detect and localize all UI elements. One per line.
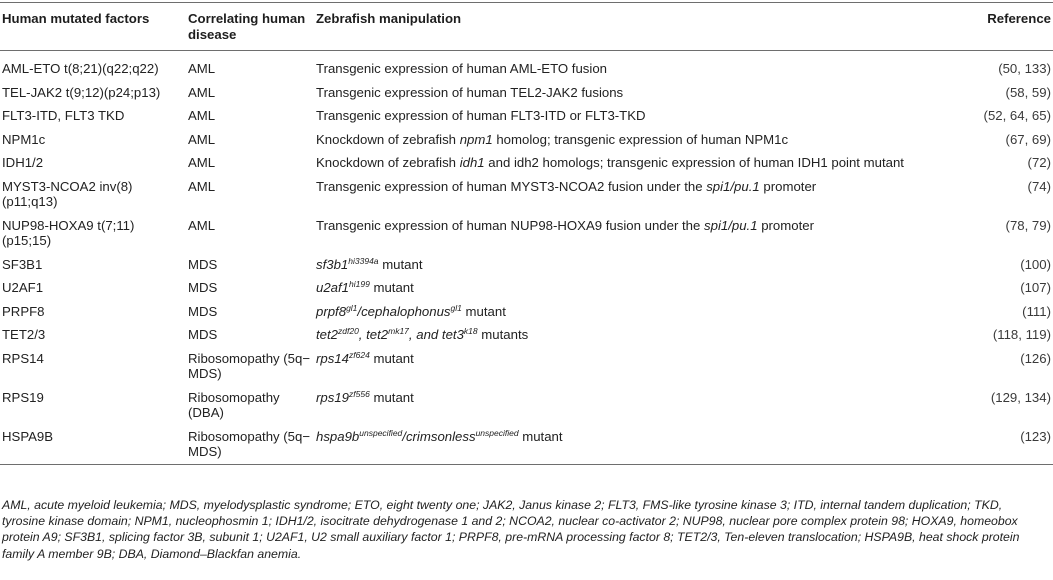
table-footnote: AML, acute myeloid leukemia; MDS, myelodysplastic syndrome; ETO, eight twenty one; JAK2, Janus kinase 2; FLT3, FMS-like tyrosine kinase 3; ITD, internal tandem duplication; TKD, tyrosine kinase domain; NPM1, nucleophosmin 1; IDH1/2, isocitrate dehydrogenase 1 and 2; NCOA2, nuclear co-activator 2; NUP98, nuclear pore complex protein 98; HOXA9, homeobox protein A9; SF3B1, splicing factor 3B, subunit 1; U2AF1, U2 small auxiliary factor 1; PRPF8, pre-mRNA processing factor 8; TET2/3, Ten-eleven translocation; HSPA9B, heat shock protein family A member 9B; DBA, Diamond–Blackfan anemia. — [2, 498, 1020, 561]
allele-superscript: zdf20 — [338, 326, 359, 336]
text: mutants — [477, 327, 529, 342]
cell-disease: MDS — [188, 256, 218, 272]
gene-name: prpf8 — [316, 303, 347, 319]
gene-name: sf3b1 — [316, 256, 349, 272]
cell-factor: HSPA9B — [2, 428, 54, 444]
table-body — [0, 51, 1053, 465]
text: Transgenic expression of human NUP98-HOXA9 fusion under the — [316, 217, 705, 233]
cell-manipulation — [314, 425, 934, 465]
gene-name: rps14 — [316, 350, 349, 366]
cell-manipulation — [314, 128, 934, 152]
table-row — [0, 51, 1053, 81]
cell-factor: RPS14 — [2, 350, 44, 366]
cell-disease: Ribosomopathy (DBA) — [188, 389, 280, 420]
cell-manipulation — [314, 347, 934, 386]
text: Transgenic expression of human TEL2-JAK2 fusions — [316, 84, 624, 100]
text: mutant — [461, 303, 506, 319]
gene-name: tet2 — [316, 327, 338, 342]
gene-name: hspa9b — [316, 428, 360, 444]
text: Knockdown of zebrafish — [316, 155, 460, 170]
cell-factor: MYST3-NCOA2 inv(8) (p11;q13) — [2, 178, 133, 209]
cell-disease: AML — [188, 178, 216, 194]
cell-disease: AML — [188, 61, 216, 76]
text: Transgenic expression of human MYST3-NCOA2 fusion under the — [316, 178, 707, 194]
text: promoter — [757, 217, 814, 233]
cell-disease: AML — [188, 108, 216, 123]
cell-manipulation — [314, 386, 934, 425]
cell-manipulation — [314, 104, 934, 128]
header-manipulation: Zebrafish manipulation — [314, 3, 934, 51]
text: Transgenic expression of human FLT3-ITD or FLT3-TKD — [316, 108, 646, 123]
cell-reference: (67, 69) — [1005, 131, 1051, 147]
text: mutant — [378, 256, 423, 272]
table-row — [0, 425, 1053, 465]
cell-manipulation — [314, 323, 934, 347]
cell-reference: (72) — [1027, 155, 1051, 170]
text: Transgenic expression of human AML-ETO fusion — [316, 61, 607, 76]
table-row — [0, 128, 1053, 152]
gene-name: /cephalophonus — [357, 303, 451, 319]
allele-superscript: k18 — [463, 326, 478, 336]
gene-name: idh1 — [459, 155, 485, 170]
allele-superscript: unspecified — [359, 427, 403, 438]
cell-manipulation — [314, 300, 934, 324]
cell-disease: AML — [188, 155, 216, 170]
text: mutant — [369, 389, 414, 405]
table-row — [0, 151, 1053, 175]
cell-manipulation — [314, 151, 934, 175]
cell-disease: Ribosomopathy (5q− MDS) — [188, 350, 311, 381]
cell-manipulation — [314, 214, 934, 253]
text: Knockdown of zebrafish — [316, 131, 460, 147]
text: promoter — [759, 178, 817, 194]
cell-manipulation — [314, 253, 934, 277]
cell-factor: SF3B1 — [2, 256, 43, 272]
cell-factor: TET2/3 — [2, 327, 46, 342]
allele-superscript: unspecified — [475, 427, 519, 438]
cell-factor: IDH1/2 — [2, 155, 44, 170]
gene-name: /crimsonless — [402, 428, 476, 444]
allele-superscript: zf556 — [349, 388, 370, 399]
cell-factor: RPS19 — [2, 389, 44, 405]
text: mutant — [518, 428, 563, 444]
cell-reference: (74) — [1027, 178, 1051, 194]
cell-reference: (129, 134) — [990, 389, 1051, 405]
allele-superscript: gl1 — [346, 302, 358, 313]
cell-reference: (78, 79) — [1005, 217, 1051, 233]
text: mutant — [369, 280, 414, 295]
table-row — [0, 323, 1053, 347]
cell-factor: U2AF1 — [2, 280, 44, 295]
cell-manipulation — [314, 276, 934, 300]
cell-factor: PRPF8 — [2, 303, 45, 319]
header-disease: Correlating human disease — [186, 3, 314, 51]
cell-disease: AML — [188, 131, 216, 147]
header-factor: Human mutated factors — [0, 3, 186, 51]
cell-factor: TEL-JAK2 t(9;12)(p24;p13) — [2, 84, 161, 100]
cell-disease: Ribosomopathy (5q− MDS) — [188, 428, 311, 459]
gene-name: u2af1 — [316, 280, 350, 295]
cell-factor: NPM1c — [2, 131, 46, 147]
cell-reference: (58, 59) — [1005, 84, 1051, 100]
text: homolog; transgenic expression of human NPM1c — [492, 131, 789, 147]
allele-superscript: zf624 — [349, 349, 370, 360]
cell-factor: AML-ETO t(8;21)(q22;q22) — [2, 61, 159, 76]
table-row — [0, 276, 1053, 300]
cell-disease: AML — [188, 217, 216, 233]
text: and idh2 homologs; transgenic expression of human IDH1 point mutant — [484, 155, 904, 170]
allele-superscript: mk17 — [388, 326, 409, 336]
cell-reference: (50, 133) — [998, 61, 1051, 76]
cell-disease: AML — [188, 84, 216, 100]
cell-reference: (107) — [1020, 280, 1051, 295]
cell-reference: (52, 64, 65) — [983, 108, 1051, 123]
cell-reference: (111) — [1022, 303, 1051, 319]
header-reference: Reference — [934, 3, 1053, 51]
gene-name: , tet2 — [358, 327, 389, 342]
table-row — [0, 81, 1053, 105]
table-row — [0, 300, 1053, 324]
cell-reference: (118, 119) — [992, 327, 1051, 342]
cell-reference: (126) — [1020, 350, 1051, 366]
table-header — [0, 3, 1053, 51]
allele-superscript: hi3394a — [348, 255, 379, 266]
gene-name: , and tet3 — [408, 327, 464, 342]
gene-name: npm1 — [459, 131, 493, 147]
gene-name: spi1/pu.1 — [704, 217, 758, 233]
table-row — [0, 253, 1053, 277]
allele-superscript: gl1 — [450, 302, 462, 313]
cell-factor: NUP98-HOXA9 t(7;11) (p15;15) — [2, 217, 135, 248]
cell-manipulation — [314, 81, 934, 105]
table-row — [0, 347, 1053, 386]
text: mutant — [369, 350, 414, 366]
allele-superscript: hi199 — [349, 279, 370, 289]
table-row — [0, 175, 1053, 214]
gene-name: rps19 — [316, 389, 349, 405]
cell-manipulation — [314, 175, 934, 214]
cell-disease: MDS — [188, 280, 218, 295]
table-row — [0, 386, 1053, 425]
table-row — [0, 104, 1053, 128]
table-row — [0, 214, 1053, 253]
data-table — [0, 2, 1053, 465]
cell-disease: MDS — [188, 303, 218, 319]
gene-name: spi1/pu.1 — [706, 178, 760, 194]
cell-factor: FLT3-ITD, FLT3 TKD — [2, 108, 125, 123]
cell-disease: MDS — [188, 327, 218, 342]
cell-reference: (123) — [1020, 428, 1051, 444]
cell-reference: (100) — [1020, 256, 1051, 272]
cell-manipulation — [314, 51, 934, 81]
